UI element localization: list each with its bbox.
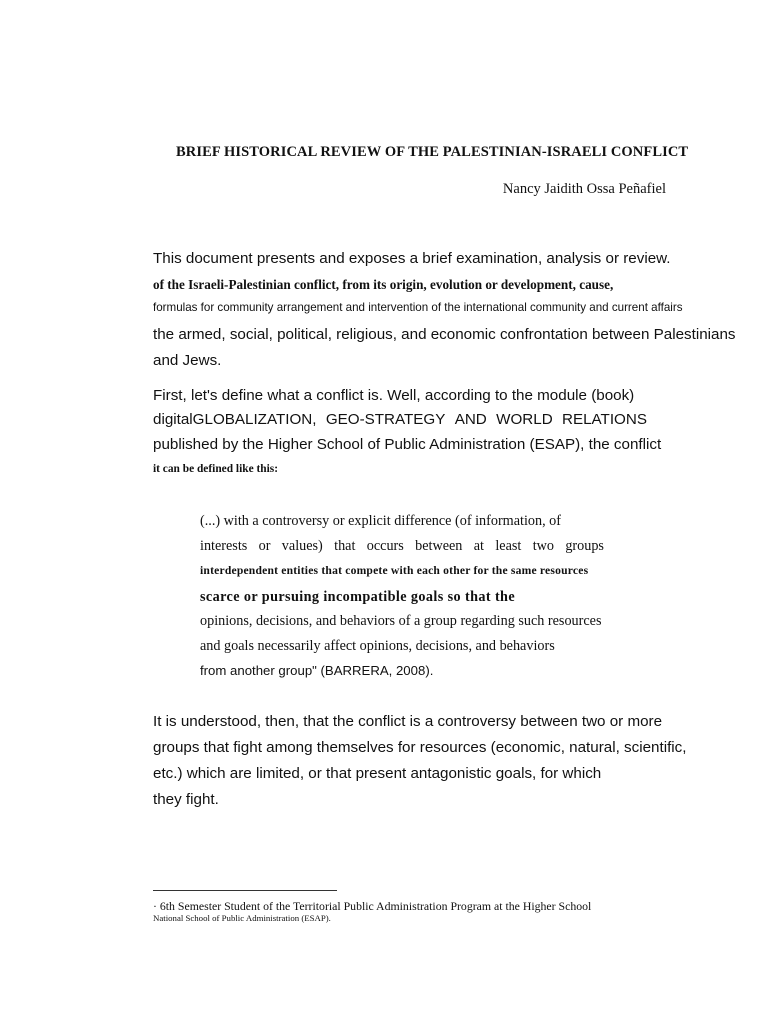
paragraph-line: etc.) which are limited, or that present antagonistic goals, for which <box>153 765 602 782</box>
paragraph-line <box>153 411 647 428</box>
quote-line: opinions, decisions, and behaviors of a group regarding such resources <box>200 613 602 629</box>
paragraph-line: First, let's define what a conflict is. Well, according to the module (book) <box>153 387 635 404</box>
word: digitalGLOBALIZATION, <box>153 411 317 428</box>
author-name: Nancy Jaidith Ossa Peñafiel <box>502 181 666 197</box>
footnote-divider <box>153 890 337 891</box>
word: groups <box>565 538 604 554</box>
paragraph-line: This document presents and exposes a brief examination, analysis or review. <box>153 250 671 267</box>
paragraph-line: of the Israeli-Palestinian conflict, from its origin, evolution or development, cause, <box>153 277 614 292</box>
word: WORLD <box>496 411 553 428</box>
quote-line: interdependent entities that compete with each other for the same resources <box>200 564 589 577</box>
word: occurs <box>366 538 404 554</box>
word: values) <box>281 538 323 554</box>
quote-line: scarce or pursuing incompatible goals so that the <box>200 589 516 605</box>
document-title: BRIEF HISTORICAL REVIEW OF THE PALESTINIAN-ISRAELI CONFLICT <box>176 144 689 160</box>
paragraph-line: they fight. <box>153 791 219 808</box>
footnote-line: · 6th Semester Student of the Territorial Public Administration Program at the Higher School <box>153 899 592 913</box>
word: RELATIONS <box>562 411 647 428</box>
paragraph-line: it can be defined like this: <box>153 463 278 475</box>
word: GEO-STRATEGY <box>325 411 446 428</box>
word: AND <box>454 411 487 428</box>
quote-line: from another group" (BARRERA, 2008). <box>200 663 434 678</box>
paragraph-line: the armed, social, political, religious, and economic confrontation between Palestinians <box>153 326 736 343</box>
quote-line: (...) with a controversy or explicit difference (of information, of <box>200 513 561 529</box>
word: between <box>415 538 463 554</box>
word: interests <box>200 538 248 554</box>
paragraph-line: published by the Higher School of Public Administration (ESAP), the conflict <box>153 436 662 453</box>
quote-line: and goals necessarily affect opinions, decisions, and behaviors <box>200 638 555 654</box>
word: least <box>495 538 522 554</box>
paragraph-line: formulas for community arrangement and intervention of the international community and current affairs <box>153 301 683 314</box>
paragraph-line: It is understood, then, that the conflict is a controversy between two or more <box>153 713 663 730</box>
quote-line <box>200 538 604 555</box>
footnote-line: National School of Public Administration (ESAP). <box>153 913 331 923</box>
paragraph-line: groups that fight among themselves for resources (economic, natural, scientific, <box>153 739 687 756</box>
word: that <box>334 538 356 554</box>
word: at <box>473 538 484 554</box>
word: or <box>258 538 271 554</box>
paragraph-line: and Jews. <box>153 352 222 369</box>
word: two <box>532 538 554 554</box>
